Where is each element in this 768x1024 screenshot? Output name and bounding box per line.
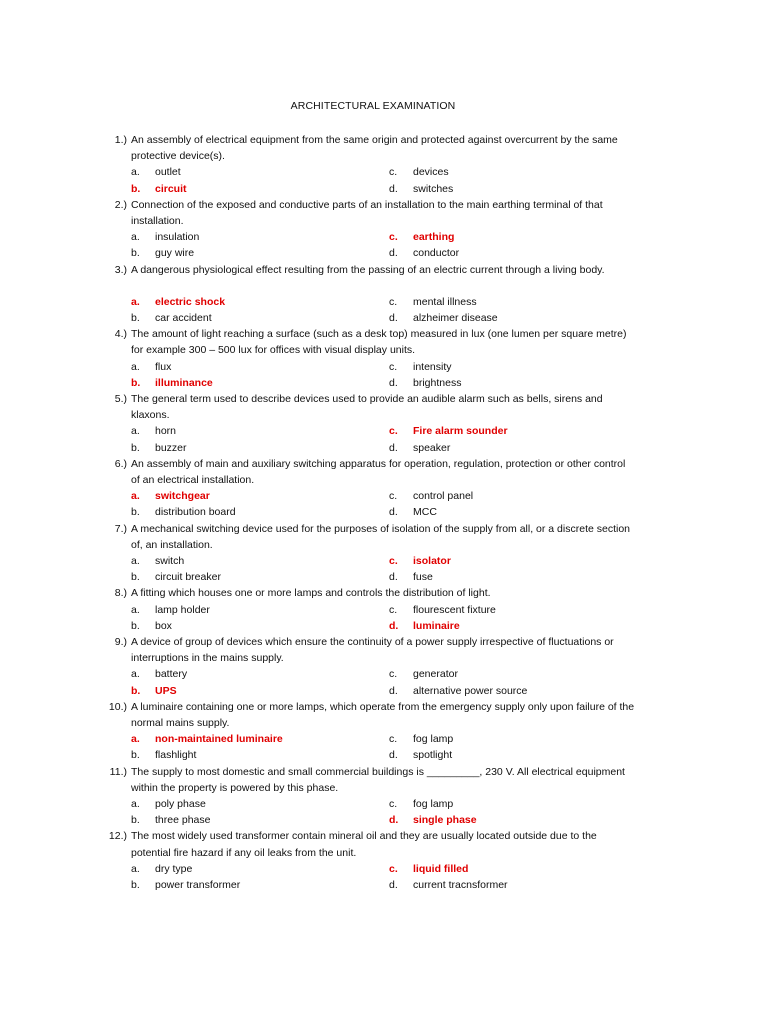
question-number: 11.) [109,765,127,778]
option-text: alternative power source [413,684,528,697]
answer-options [0,229,768,261]
question-number: 10.) [108,700,127,713]
option-text: buzzer [155,441,187,454]
option-letter: d. [389,619,399,632]
question-3 [0,262,768,327]
option-letter: c. [389,231,398,244]
option-letter: d. [389,506,398,519]
option-text: outlet [155,166,181,179]
option-text: box [155,619,172,632]
option-text: poly phase [155,797,206,810]
option-text: isolator [413,554,451,567]
option-letter: c. [389,862,398,875]
option-text: horn [155,425,177,438]
option-text: lamp holder [155,603,210,616]
option-text: brightness [413,376,462,389]
option-letter: d. [389,247,398,260]
option-letter: a. [131,231,140,244]
option-letter: a. [131,733,140,746]
option-text: speaker [413,441,451,454]
option-text: power transformer [155,878,241,891]
option-text: intensity [413,360,452,373]
question-6 [0,456,768,521]
option-text: luminaire [413,619,460,632]
option-letter: a. [131,603,140,616]
question-9 [0,634,768,699]
option-letter: c. [389,733,398,746]
question-text: A dangerous physiological effect resulting from the passing of an electric current through a living body. [131,263,605,276]
option-text: fuse [413,571,433,584]
answer-options [0,294,768,326]
option-text: Fire alarm sounder [413,425,508,438]
option-text: three phase [155,814,211,827]
question-7 [0,521,768,586]
option-text: guy wire [155,247,195,260]
option-letter: a. [131,554,140,567]
answer-options [0,359,768,391]
option-text: liquid filled [413,862,469,875]
option-letter: a. [131,797,140,810]
option-text: circuit breaker [155,571,221,584]
option-letter: b. [131,878,140,891]
answer-options [0,553,768,585]
question-8 [0,585,768,634]
option-letter: a. [131,490,140,503]
option-text: distribution board [155,506,236,519]
option-text: dry type [155,862,193,875]
option-letter: c. [389,490,398,503]
question-number: 3.) [114,263,127,276]
option-text: flourescent fixture [413,603,496,616]
question-number: 12.) [108,830,127,843]
option-letter: b. [131,247,140,260]
option-text: mental illness [413,295,477,308]
option-letter: b. [131,684,141,697]
question-number: 8.) [114,587,127,600]
question-2 [0,197,768,262]
option-text: electric shock [155,295,226,308]
question-text: A luminaire containing one or more lamps, which operate from the emergency supply only upon failure of the normal mains supply. [131,700,635,729]
answer-options [0,796,768,828]
option-letter: c. [389,166,398,179]
question-text: An assembly of main and auxiliary switching apparatus for operation, regulation, protection or other control of an electrical installation. [131,457,626,486]
answer-options [0,164,768,196]
option-letter: d. [389,749,398,762]
question-number: 9.) [114,635,127,648]
option-text: switchgear [155,490,210,503]
option-letter: c. [389,360,398,373]
option-letter: b. [131,814,140,827]
question-text: Connection of the exposed and conductive parts of an installation to the main earthing terminal of that installation. [131,198,603,227]
answer-options [0,488,768,520]
question-text: A device of group of devices which ensure the continuity of a power supply irrespective of fluctuations or interruptions in the mains supply. [131,635,614,665]
option-text: flashlight [155,749,197,762]
option-text: fog lamp [413,733,454,746]
question-text: The supply to most domestic and small commercial buildings is _________, 230 V. All electrical equipment within the property is powered by this phase. [131,765,625,794]
question-1 [0,132,768,197]
option-text: spotlight [413,749,453,762]
option-text: earthing [413,231,455,244]
option-letter: b. [131,571,140,584]
option-letter: a. [131,425,140,438]
question-text: A fitting which houses one or more lamps and controls the distribution of light. [131,587,491,600]
page-title: ARCHITECTURAL EXAMINATION [290,100,456,112]
option-text: insulation [155,231,200,244]
option-letter: d. [389,376,398,389]
answer-options [0,423,768,455]
option-letter: d. [389,684,398,697]
question-text: A mechanical switching device used for the purposes of isolation of the supply from all, or a discrete section of, an installation. [131,522,631,551]
option-letter: c. [389,797,398,810]
option-letter: b. [131,619,140,632]
option-text: circuit [155,182,187,195]
option-text: illuminance [155,376,213,389]
option-letter: c. [389,603,398,616]
option-text: UPS [155,684,177,697]
question-list [0,132,768,893]
option-letter: a. [131,295,140,308]
option-letter: d. [389,571,398,584]
question-number: 5.) [114,392,127,405]
option-text: non-maintained luminaire [155,733,283,746]
option-letter: d. [389,814,399,827]
option-text: car accident [155,311,212,324]
option-text: switches [413,182,454,195]
question-10 [0,699,768,764]
option-letter: a. [131,360,140,373]
option-text: generator [413,668,458,681]
question-text: An assembly of electrical equipment from the same origin and protected against overcurrent by the same protective device(s). [131,134,618,163]
option-text: fog lamp [413,797,454,810]
question-5 [0,391,768,456]
option-letter: b. [131,506,140,519]
question-number: 6.) [114,457,127,470]
option-letter: d. [389,311,398,324]
option-letter: b. [131,182,141,195]
option-text: devices [413,166,449,179]
option-letter: a. [131,862,140,875]
option-letter: d. [389,878,398,891]
option-letter: b. [131,749,140,762]
option-text: flux [155,360,172,373]
option-letter: b. [131,311,140,324]
option-letter: c. [389,425,398,438]
option-letter: c. [389,554,398,567]
question-number: 7.) [114,522,127,535]
option-letter: c. [389,668,398,681]
question-number: 2.) [114,198,127,211]
option-text: control panel [413,490,474,503]
question-number: 4.) [114,328,127,341]
option-letter: a. [131,166,140,179]
question-text: The most widely used transformer contain mineral oil and they are usually located outside due to the potential fire hazard if any oil leaks from the unit. [131,830,597,859]
option-text: battery [155,668,188,681]
answer-options [0,861,768,893]
option-letter: d. [389,441,398,454]
option-letter: b. [131,376,141,389]
option-text: single phase [413,814,477,827]
option-text: switch [155,554,185,567]
option-letter: d. [389,182,398,195]
question-text: The amount of light reaching a surface (such as a desk top) measured in lux (one lumen per square metre) for example 300 – 500 lux for offices with visual display units. [131,328,627,357]
answer-options [0,602,768,634]
question-4 [0,326,768,391]
option-text: current tracnsformer [413,878,508,891]
question-number: 1.) [114,134,127,146]
option-letter: b. [131,441,140,454]
option-text: conductor [413,247,460,260]
question-11 [0,764,768,829]
answer-options [0,731,768,763]
option-text: MCC [413,506,437,519]
option-text: alzheimer disease [413,311,498,324]
option-letter: c. [389,295,398,308]
answer-options [0,666,768,698]
question-12 [0,828,768,893]
question-text: The general term used to describe devices used to provide an audible alarm such as bells, sirens and klaxons. [131,392,603,422]
option-letter: a. [131,668,140,681]
